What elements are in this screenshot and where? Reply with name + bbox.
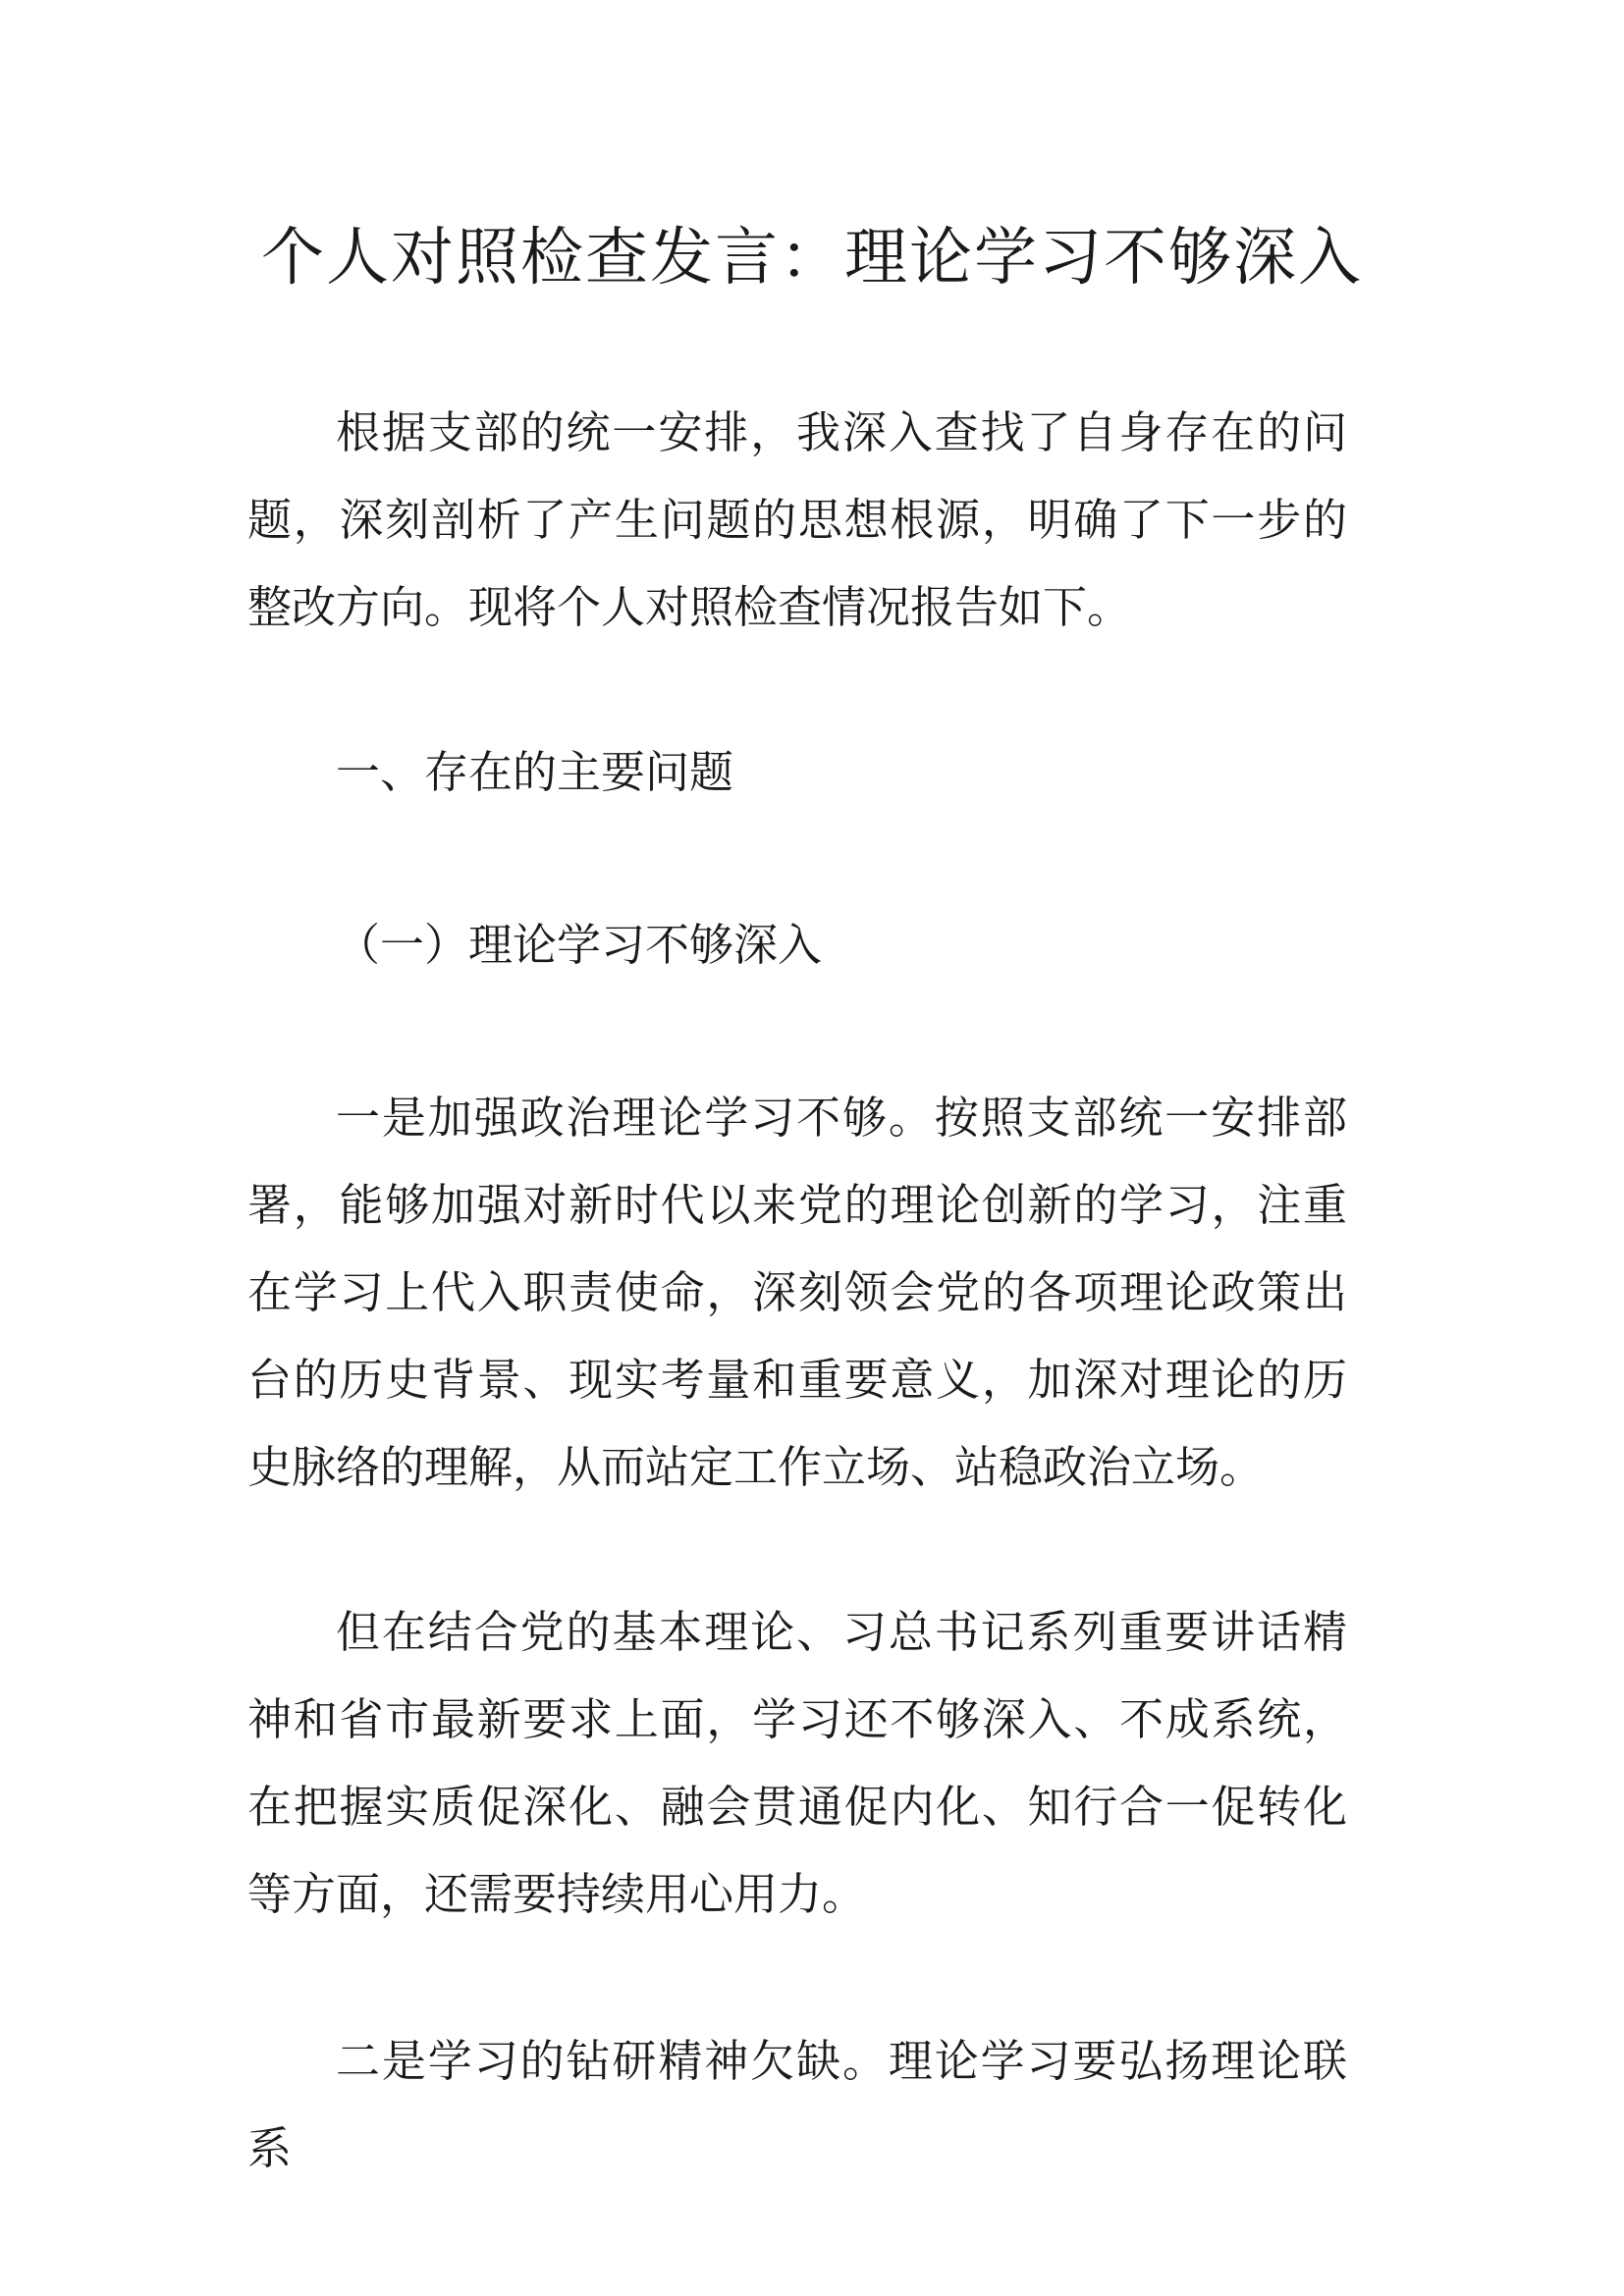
- document-title: 个人对照检查发言：理论学习不够深入: [261, 222, 1363, 294]
- subsection-heading: （一）理论学习不够深入: [336, 919, 823, 971]
- body-paragraph: 二是学习的钻研精神欠缺。理论学习要弘扬理论联系: [247, 2035, 1347, 2174]
- body-paragraph: 一是加强政治理论学习不够。按照支部统一安排部署，能够加强对新时代以来党的理论创新的学习，注重在学习上代入职责使命，深刻领会党的各项理论政策出台的历史背景、现实考量和重要意义，加深对理论的历史脉络的理解，从而站定工作立场、站稳政治立场。: [247, 1092, 1347, 1493]
- body-paragraph: 但在结合党的基本理论、习总书记系列重要讲话精神和省市最新要求上面，学习还不够深入、不成系统，在把握实质促深化、融会贯通促内化、知行合一促转化等方面，还需要持续用心用力。: [247, 1606, 1347, 1920]
- intro-paragraph: 根据支部的统一安排，我深入查找了自身存在的问题，深刻剖析了产生问题的思想根源，明确了下一步的整改方向。现将个人对照检查情况报告如下。: [247, 406, 1347, 633]
- section-heading: 一、存在的主要问题: [336, 746, 734, 798]
